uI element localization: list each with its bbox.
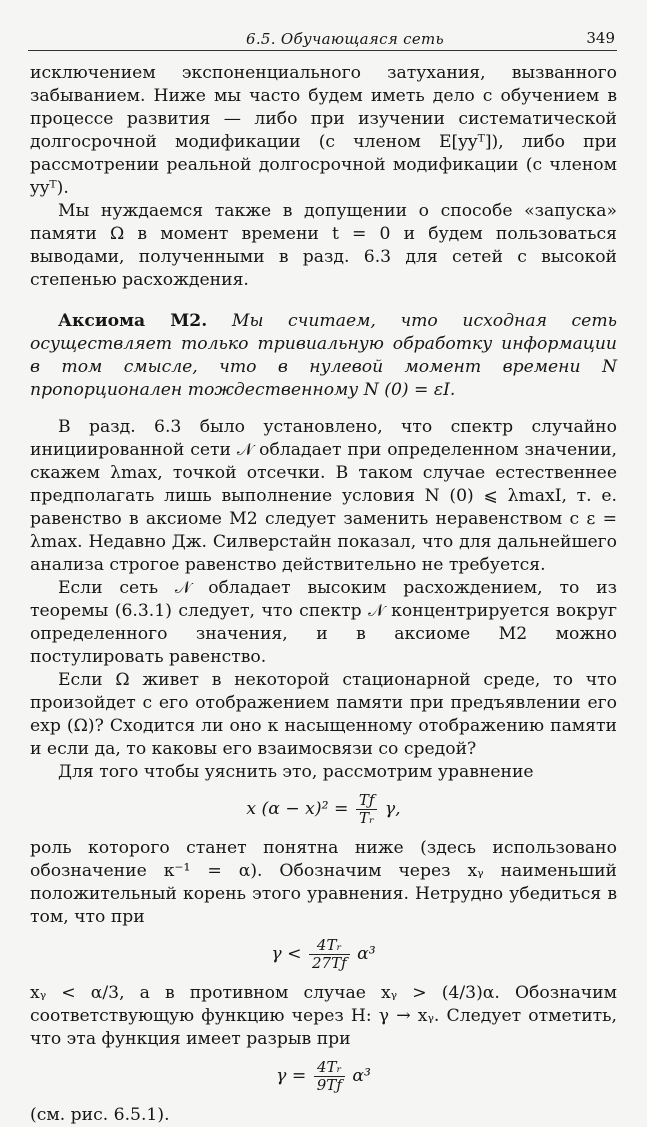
axiom-label: Аксиома М2. bbox=[58, 311, 208, 331]
equation-1-left: x (α − x)² = bbox=[246, 799, 349, 819]
paragraph-8: xᵧ < α/3, а в противном случае xᵧ > (4/3)α. Обозначим соответствующую функцию через H: γ → xᵧ. Следует отметить, что эта функция имеет разрыв при bbox=[30, 983, 617, 1049]
equation-2-denominator: 9Tƒ bbox=[316, 1076, 342, 1094]
inequality-1-denominator: 27Tƒ bbox=[311, 954, 347, 972]
equation-2-right: α³ bbox=[352, 1066, 371, 1086]
inequality-1-fraction bbox=[309, 937, 350, 972]
inequality-1 bbox=[30, 937, 617, 972]
equation-2-left: γ = bbox=[276, 1066, 307, 1086]
equation-1-right: γ, bbox=[384, 799, 401, 819]
running-head: 6.5. Обучающаяся сеть bbox=[246, 30, 444, 48]
paragraph-3: В разд. 6.3 было установлено, что спектр случайно инициированной сети 𝒩 обладает при определенном значении, скажем λmax, точкой отсечки. В таком случае естественнее предполагать лишь выполнение условия N (0) ⩽ λmaxI, т. е. равенство в аксиоме М2 следует заменить неравенством с ε = λmax. Недавно Дж. Силверстайн показал, что для дальнейшего анализа строгое равенство действительно не требуется. bbox=[30, 417, 617, 575]
paragraph-4: Если сеть 𝒩 обладает высоким расхождением, то из теоремы (6.3.1) следует, что спектр 𝒩 концентрируется вокруг определенного значения, и в аксиоме М2 можно постулировать равенство. bbox=[30, 578, 617, 667]
equation-1-denominator: Tᵣ bbox=[358, 809, 375, 827]
paragraph-9: (см. рис. 6.5.1). bbox=[30, 1105, 170, 1125]
paragraph-2: Мы нуждаемся также в допущении о способе «запуска» памяти Ω в момент времени t = 0 и будем пользоваться выводами, полученными в разд. 6.3 для сетей с высокой степенью расхождения. bbox=[30, 201, 617, 290]
equation-2-numerator: 4Tᵣ bbox=[314, 1059, 345, 1077]
equation-1-fraction bbox=[356, 792, 378, 827]
page-header bbox=[28, 26, 617, 51]
axiom-statement: Мы считаем, что исходная сеть осуществляет только тривиальную обработку информации в том смысле, что в нулевой момент времени N пропорционален тождественному N (0) = εI. bbox=[30, 311, 618, 400]
page-number: 349 bbox=[586, 29, 615, 47]
body-text bbox=[30, 62, 617, 1127]
equation-2-fraction bbox=[314, 1059, 345, 1094]
equation-1 bbox=[30, 792, 617, 827]
paragraph-7: роль которого станет понятна ниже (здесь использовано обозначение κ⁻¹ = α). Обозначим через xᵧ наименьший положительный корень этого уравнения. Нетрудно убедиться в том, что при bbox=[30, 838, 617, 927]
paragraph-5: Если Ω живет в некоторой стационарной среде, то что произойдет с его отображением памяти при предъявлении его exp (Ω)? Сходится ли оно к насыщенному отображению памяти и если да, то каковы его взаимосвязи со средой? bbox=[30, 670, 617, 759]
equation-1-numerator: Tƒ bbox=[356, 792, 378, 810]
paragraph-1: исключением экспоненциального затухания, вызванного забыванием. Ниже мы часто будем иметь дело с обучением в процессе развития — либо при изучении систематической долгосрочной модификации (с членом E[yyᵀ]), либо при рассмотрении реальной долгосрочной модификации (с членом yyᵀ). bbox=[30, 63, 617, 198]
paragraph-6: Для того чтобы уяснить это, рассмотрим уравнение bbox=[58, 762, 534, 782]
inequality-1-left: γ < bbox=[271, 944, 302, 964]
inequality-1-numerator: 4Tᵣ bbox=[309, 937, 350, 955]
inequality-1-right: α³ bbox=[357, 944, 376, 964]
equation-2 bbox=[30, 1059, 617, 1094]
axiom-m2 bbox=[30, 310, 617, 402]
